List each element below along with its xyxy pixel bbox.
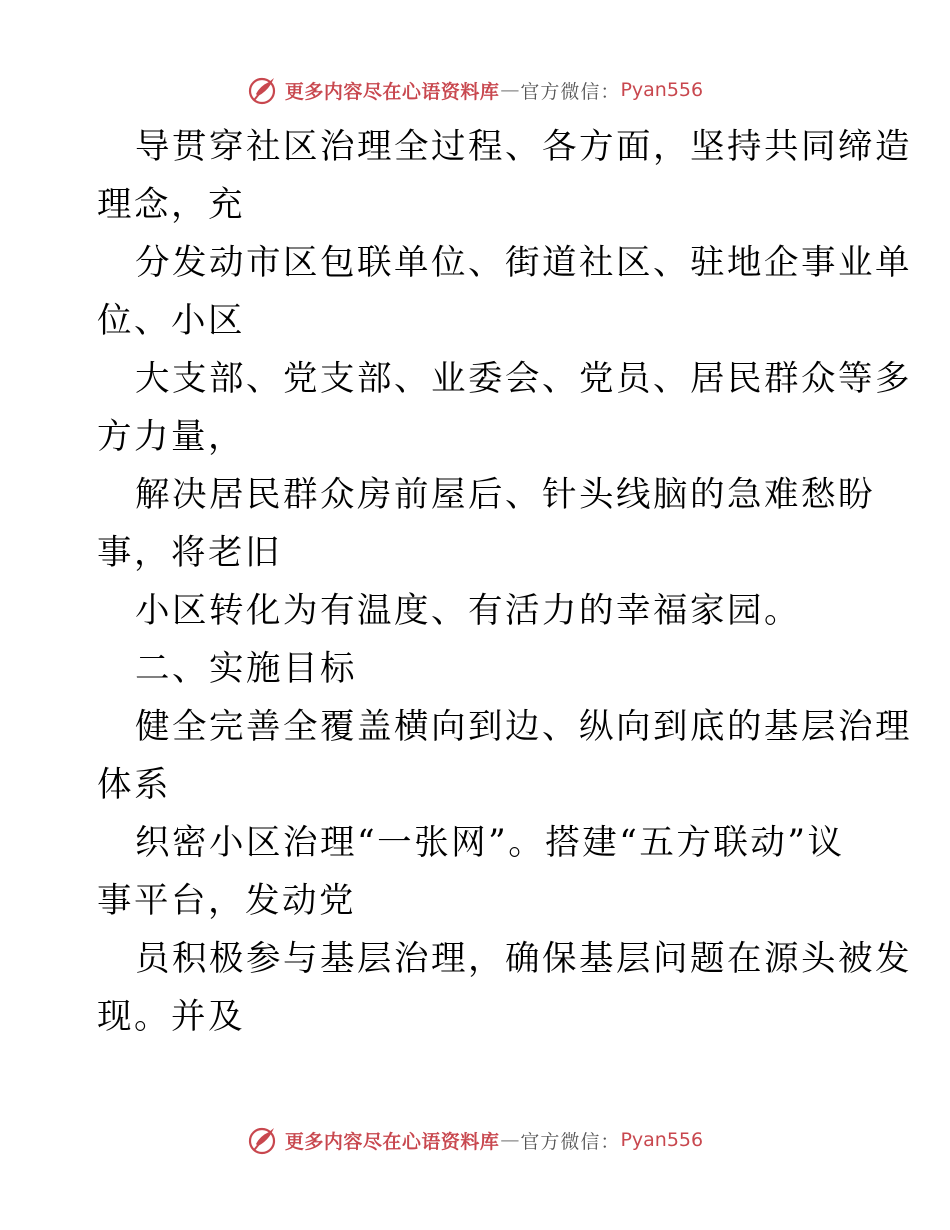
footer-watermark [0, 1120, 950, 1160]
text-line: 大支部、党支部、业委会、党员、居民群众等多 [135, 359, 912, 399]
text-line: 分发动市区包联单位、街道社区、驻地企事业单 [135, 243, 912, 283]
pen-logo-icon [247, 1123, 281, 1157]
text-line: 事平台，发动党 [97, 881, 356, 921]
text-line: 导贯穿社区治理全过程、各方面，坚持共同缔造 [135, 127, 912, 167]
text-line: 小区转化为有温度、有活力的幸福家园。 [135, 591, 801, 631]
text-line: 解决居民群众房前屋后、针头线脑的急难愁盼 [135, 475, 875, 515]
text-line: 方力量， [97, 417, 245, 457]
watermark-separator: — [500, 79, 520, 101]
text-line: 员积极参与基层治理，确保基层问题在源头被发 [135, 939, 912, 979]
text-line: 现。并及 [97, 997, 245, 1037]
watermark-brand: 更多内容尽在心语资料库 [284, 80, 500, 103]
watermark-tag: 官方微信： [520, 80, 621, 103]
text-line: 体系 [97, 765, 171, 805]
text-line: 理念，充 [97, 185, 245, 225]
watermark-id: Pyan556 [620, 79, 704, 101]
watermark-separator: — [500, 1129, 520, 1151]
text-line: 二、实施目标 [135, 649, 357, 689]
text-line: 织密小区治理“一张网”。搭建“五方联动”议 [135, 823, 845, 863]
pen-logo-icon [247, 73, 281, 107]
watermark-tag: 官方微信： [520, 1130, 621, 1153]
text-line: 事，将老旧 [97, 533, 282, 573]
watermark-brand: 更多内容尽在心语资料库 [284, 1130, 500, 1153]
text-line: 健全完善全覆盖横向到边、纵向到底的基层治理 [135, 707, 912, 747]
text-line: 位、小区 [97, 301, 245, 341]
header-watermark [0, 70, 950, 110]
document-body [97, 118, 912, 1046]
watermark-id: Pyan556 [620, 1129, 704, 1151]
